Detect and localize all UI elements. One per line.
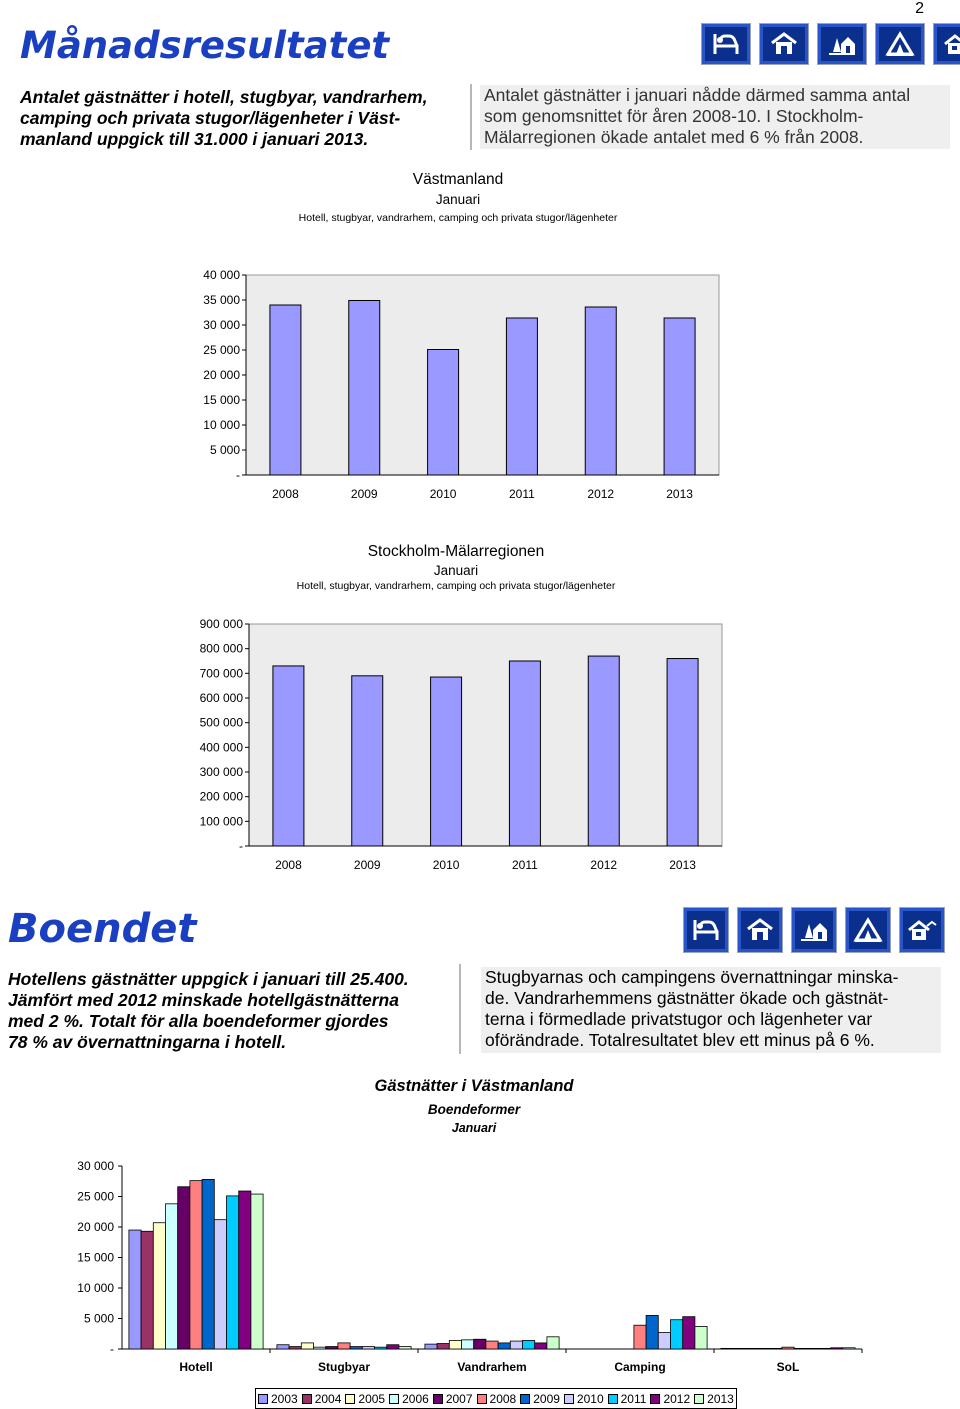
chart3-x-tick-label: Camping xyxy=(614,1360,666,1374)
chart1-x-tick-label: 2008 xyxy=(272,487,299,501)
chart1-y-tick-label: 10 000 xyxy=(203,418,240,432)
legend-item-2009 xyxy=(520,1392,560,1406)
legend-swatch xyxy=(650,1394,660,1404)
chart3-bar-SoL-2009 xyxy=(794,1348,806,1349)
section-title-manadsresultatet: Månadsresultatet xyxy=(20,24,390,67)
legend-item-2003 xyxy=(258,1392,298,1406)
chart3-bar-Vandrarhem-2006 xyxy=(462,1340,474,1349)
chart2-y-tick-label: 700 000 xyxy=(199,666,243,681)
chart1-y-tick-label: 30 000 xyxy=(203,318,240,332)
chart1-x-tick-label: 2009 xyxy=(350,487,378,501)
chart3-bar-SoL-2012 xyxy=(831,1348,843,1349)
chart2-y-tick-label: 500 000 xyxy=(199,715,243,730)
chart2-y-tick-label: 100 000 xyxy=(199,814,243,829)
legend-swatch xyxy=(433,1394,443,1404)
chart3-y-tick-label: 30 000 xyxy=(77,1159,114,1173)
chart3-bar-Stugbyar-2012 xyxy=(387,1345,399,1349)
legend-swatch xyxy=(258,1394,268,1404)
legend-label: 2009 xyxy=(533,1391,560,1406)
section-title-boendet: Boendet xyxy=(8,906,197,952)
chart2-y-tick-label: 200 000 xyxy=(199,789,243,804)
chart3-bar-SoL-2013 xyxy=(843,1348,855,1349)
legend-label: 2006 xyxy=(402,1391,429,1406)
chart3-bar-Camping-2012 xyxy=(683,1317,695,1349)
chart3-bar-Camping-2013 xyxy=(695,1326,707,1349)
chart3-bar-Stugbyar-2009 xyxy=(350,1347,362,1349)
page-number: 2 xyxy=(915,0,924,17)
legend-item-2004 xyxy=(302,1392,342,1406)
chart3-bar-Hotell-2009 xyxy=(202,1179,214,1349)
chart3-bar-Hotell-2011 xyxy=(227,1196,239,1349)
legend-label: 2007 xyxy=(445,1391,473,1406)
lead-text-manadsresultatet: Antalet gästnätter i hotell, stugbyar, vandrarhem, camping och privata stugor/lägenheter i Väst- manland uppgick till 31.000 i januari 2013. xyxy=(20,87,428,149)
chart1-x-tick-label: 2012 xyxy=(587,487,615,501)
chart2-description: Hotell, stugbyar, vandrarhem, camping och privata stugor/lägenheter xyxy=(296,580,616,592)
chart2-y-tick-label: 800 000 xyxy=(199,641,243,656)
chart3-legend xyxy=(255,1388,737,1409)
legend-label: 2011 xyxy=(620,1391,647,1406)
legend-label: 2013 xyxy=(707,1391,734,1406)
legend-label: 2003 xyxy=(271,1391,298,1406)
chart3-bar-Stugbyar-2003 xyxy=(277,1345,289,1349)
chart3-x-tick-label: Hotell xyxy=(179,1360,213,1374)
chart3-x-tick-label: Stugbyar xyxy=(317,1360,371,1374)
chart3-bar-Vandrarhem-2009 xyxy=(498,1343,510,1349)
chart2-x-tick-label: 2008 xyxy=(275,858,302,872)
chart3-bar-Vandrarhem-2007 xyxy=(474,1339,486,1349)
legend-label: 2012 xyxy=(663,1391,691,1406)
chart3-bar-SoL-2010 xyxy=(806,1348,818,1349)
chart3-bar-Camping-2011 xyxy=(671,1320,683,1349)
legend-item-2011 xyxy=(608,1392,647,1406)
legend-item-2012 xyxy=(650,1392,690,1406)
chart3-bar-Vandrarhem-2010 xyxy=(510,1341,522,1349)
chart3-bar-Hotell-2013 xyxy=(251,1194,263,1349)
chart1-subtitle: Januari xyxy=(435,192,481,207)
chart2-title: Stockholm-Mälarregionen xyxy=(367,543,545,560)
chart3-bar-Camping-2008 xyxy=(634,1325,646,1349)
chart3-bar-SoL-2005 xyxy=(745,1348,757,1349)
chart3-y-tick-label: 15 000 xyxy=(77,1250,114,1265)
chart3-bar-Vandrarhem-2004 xyxy=(437,1344,449,1349)
legend-swatch xyxy=(345,1394,355,1404)
legend-item-2006 xyxy=(389,1392,429,1406)
chart1-x-tick-label: 2013 xyxy=(666,487,693,501)
chart3-title: Gästnätter i Västmanland xyxy=(374,1077,574,1095)
legend-label: 2008 xyxy=(489,1391,517,1406)
chart2-y-tick-label: 600 000 xyxy=(199,691,243,705)
chart3-bar-Hotell-2010 xyxy=(214,1220,226,1349)
chart3-bar-Stugbyar-2008 xyxy=(338,1343,350,1349)
chart1-y-tick-label: 15 000 xyxy=(203,393,240,407)
legend-item-2007 xyxy=(433,1392,473,1406)
chart3-bar-Stugbyar-2004 xyxy=(289,1347,301,1349)
chart3-y-tick-label: 25 000 xyxy=(77,1189,114,1204)
chart3-bar-Stugbyar-2013 xyxy=(399,1347,411,1349)
chart1-x-tick-label: 2010 xyxy=(429,487,457,501)
chart1-y-tick-label: 40 000 xyxy=(203,268,240,282)
chart2-y-tick-label: 400 000 xyxy=(199,740,243,755)
legend-swatch xyxy=(477,1394,487,1404)
chart3-y-tick-label: 5 000 xyxy=(83,1311,114,1326)
chart2-x-tick-label: 2012 xyxy=(590,858,618,872)
chart1-y-tick-label: 35 000 xyxy=(203,293,240,307)
chart3-y-tick-label: - xyxy=(110,1342,114,1356)
legend-label: 2004 xyxy=(314,1391,342,1406)
chart2-y-tick-label: 900 000 xyxy=(199,617,243,631)
chart3-y-tick-label: 10 000 xyxy=(77,1281,114,1295)
chart3-y-tick-label: 20 000 xyxy=(77,1220,114,1234)
chart2-x-tick-label: 2011 xyxy=(512,858,538,872)
chart3-bar-Hotell-2007 xyxy=(178,1187,190,1349)
chart3-bar-Stugbyar-2007 xyxy=(326,1347,338,1349)
chart2-x-tick-label: 2009 xyxy=(353,858,381,872)
chart3-bar-Hotell-2012 xyxy=(239,1191,251,1349)
chart3-bar-SoL-2007 xyxy=(770,1348,782,1349)
legend-label: 2010 xyxy=(576,1391,604,1406)
legend-swatch xyxy=(694,1394,704,1404)
summary-text-boendet: Stugbyarnas och campingens övernattningar minska- de. Vandrarhemmens gästnätter ökade och gästnät- terna i förmedlade privatstugor och lägenheter var oförändrade. Totalresultatet blev ett minus på 6 %. xyxy=(481,967,941,1053)
chart3-bar-SoL-2011 xyxy=(819,1348,831,1349)
chart3-bar-Stugbyar-2005 xyxy=(301,1343,313,1349)
chart3-bar-Hotell-2006 xyxy=(166,1204,178,1349)
chart3-bar-Vandrarhem-2003 xyxy=(425,1344,437,1349)
legend-item-2013 xyxy=(694,1392,734,1406)
chart3-bar-Stugbyar-2011 xyxy=(375,1347,387,1349)
chart1-y-tick-label: 5 000 xyxy=(209,443,240,457)
chart3-bar-Stugbyar-2010 xyxy=(362,1347,374,1349)
chart3-subtitle2: Januari xyxy=(451,1121,497,1135)
chart2-y-tick-label: - xyxy=(239,839,243,853)
legend-swatch xyxy=(564,1394,574,1404)
lead-text-boendet: Hotellens gästnätter uppgick i januari till 25.400. Jämfört med 2012 minskade hotellgästnätterna med 2 %. Totalt för alla boendeformer gjordes 78 % av övernattningarna i hotell. xyxy=(8,969,409,1052)
chart1-y-tick-label: 25 000 xyxy=(203,343,240,357)
chart3-bar-SoL-2003 xyxy=(721,1348,733,1349)
chart3-bar-Vandrarhem-2013 xyxy=(547,1337,559,1349)
chart3-bar-SoL-2006 xyxy=(758,1348,770,1349)
chart3-x-tick-label: Vandrarhem xyxy=(457,1360,527,1374)
chart3-bar-Vandrarhem-2005 xyxy=(449,1340,461,1349)
legend-item-2005 xyxy=(345,1392,385,1406)
chart2-y-tick-label: 300 000 xyxy=(199,765,243,779)
chart3-bar-Hotell-2003 xyxy=(129,1230,141,1349)
legend-label: 2005 xyxy=(358,1391,386,1406)
legend-swatch xyxy=(389,1394,399,1404)
chart3-subtitle: Boendeformer xyxy=(427,1102,521,1117)
chart3-bar-Hotell-2004 xyxy=(141,1231,153,1349)
chart3-bar-Vandrarhem-2012 xyxy=(535,1343,547,1349)
legend-item-2008 xyxy=(477,1392,517,1406)
chart3-bar-Camping-2009 xyxy=(646,1315,658,1349)
chart3-bar-Camping-2010 xyxy=(658,1333,670,1349)
chart3-bar-Stugbyar-2006 xyxy=(314,1347,326,1349)
chart1-y-tick-label: 20 000 xyxy=(203,368,240,382)
chart1-description: Hotell, stugbyar, vandrarhem, camping och privata stugor/lägenheter xyxy=(298,212,618,224)
chart3-bar-Hotell-2008 xyxy=(190,1181,202,1349)
summary-text-manadsresultatet: Antalet gästnätter i januari nådde därmed samma antal som genomsnittet för åren 2008-10. I Stockholm- Mälarregionen ökade antalet med 6 % från 2008. xyxy=(480,85,950,149)
chart3-bar-Vandrarhem-2008 xyxy=(486,1341,498,1349)
legend-swatch xyxy=(608,1394,618,1404)
chart2-subtitle: Januari xyxy=(433,563,479,578)
chart1-y-tick-label: - xyxy=(236,468,240,482)
chart2-x-tick-label: 2013 xyxy=(669,858,696,872)
chart1-title: Västmanland xyxy=(412,171,504,188)
chart1-x-tick-label: 2011 xyxy=(509,487,535,501)
legend-swatch xyxy=(302,1394,312,1404)
chart2-x-tick-label: 2010 xyxy=(432,858,460,872)
chart3-bar-SoL-2004 xyxy=(733,1348,745,1349)
chart3-bar-Vandrarhem-2011 xyxy=(523,1340,535,1349)
chart3-bar-SoL-2008 xyxy=(782,1347,794,1349)
chart3-x-tick-label: SoL xyxy=(776,1360,800,1374)
chart3-bar-Hotell-2005 xyxy=(153,1223,165,1349)
legend-swatch xyxy=(520,1394,530,1404)
legend-item-2010 xyxy=(564,1392,604,1406)
